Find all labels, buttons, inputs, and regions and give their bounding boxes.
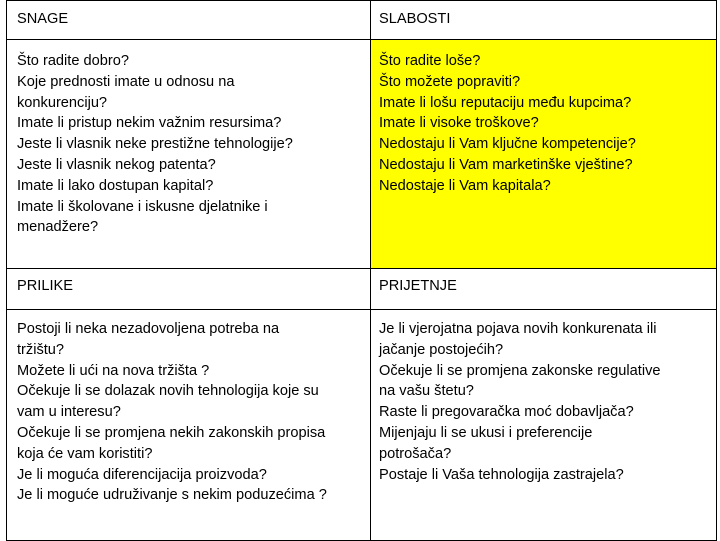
swot-table [6,0,717,541]
strengths-item: Imate li pristup nekim važnim resursima? [17,115,282,132]
strengths-item: menadžere? [17,219,99,236]
weaknesses-item: Nedostaju li Vam marketinške vještine? [379,156,633,173]
threats-heading: PRIJETNJE [379,278,457,294]
threats-item: Očekuje li se promjena zakonske regulative [379,362,661,379]
threats-item: Mijenjaju li se ukusi i preferencije [379,424,593,441]
strengths-item: Koje prednosti imate u odnosu na [17,73,235,90]
threats-item: Postaje li Vaša tehnologija zastrajela? [379,466,624,483]
weaknesses-item: Imate li lošu reputaciju među kupcima? [379,94,632,111]
threats-item: potrošača? [379,445,452,462]
threats-item: na vašu štetu? [379,383,474,400]
strengths-item: konkurenciju? [17,94,108,111]
swot-body-row-top [7,40,717,269]
strengths-heading-cell [7,1,371,40]
threats-heading-cell [371,269,717,310]
opportunities-item: Je li moguća diferencijacija proizvoda? [17,466,267,483]
weaknesses-item: Nedostaje li Vam kapitala? [379,177,551,194]
weaknesses-heading-cell [371,1,717,40]
swot-body-row-bottom [7,310,717,541]
opportunities-list [7,310,370,506]
strengths-item: Imate li lako dostupan kapital? [17,177,214,194]
weaknesses-heading: SLABOSTI [379,11,451,27]
weaknesses-item: Imate li visoke troškove? [379,115,539,132]
opportunities-cell [7,310,371,541]
opportunities-item: Možete li ući na nova tržišta ? [17,362,210,379]
opportunities-item: Očekuje li se promjena nekih zakonskih propisa [17,424,326,441]
weaknesses-cell [371,40,717,269]
weaknesses-item: Nedostaju li Vam ključne kompetencije? [379,136,636,153]
opportunities-item: koja će vam koristiti? [17,445,153,462]
strengths-heading: SNAGE [17,11,69,27]
threats-item: jačanje postojećih? [379,341,504,358]
opportunities-heading-cell [7,269,371,310]
weaknesses-item: Što možete popraviti? [379,73,521,90]
weaknesses-item: Što radite loše? [379,53,481,69]
opportunities-item: vam u interesu? [17,404,121,421]
opportunities-heading: PRILIKE [17,278,73,294]
weaknesses-list [371,40,716,197]
strengths-item: Imate li školovane i iskusne djelatnike i [17,198,268,215]
threats-item: Raste li pregovaračka moć dobavljača? [379,404,634,421]
threats-list [371,310,716,485]
opportunities-item: Postoji li neka nezadovoljena potreba na [17,321,280,337]
strengths-list [7,40,370,238]
strengths-item: Jeste li vlasnik nekog patenta? [17,156,216,173]
threats-cell [371,310,717,541]
swot-header-row-top [7,1,717,40]
swot-header-row-bottom [7,269,717,310]
strengths-cell [7,40,371,269]
opportunities-item: tržištu? [17,341,65,358]
opportunities-item: Je li moguće udruživanje s nekim poduzećima ? [17,487,327,504]
opportunities-item: Očekuje li se dolazak novih tehnologija koje su [17,383,319,400]
threats-item: Je li vjerojatna pojava novih konkurenata ili [379,321,657,337]
strengths-item: Što radite dobro? [17,53,129,69]
strengths-item: Jeste li vlasnik neke prestižne tehnologije? [17,136,293,153]
